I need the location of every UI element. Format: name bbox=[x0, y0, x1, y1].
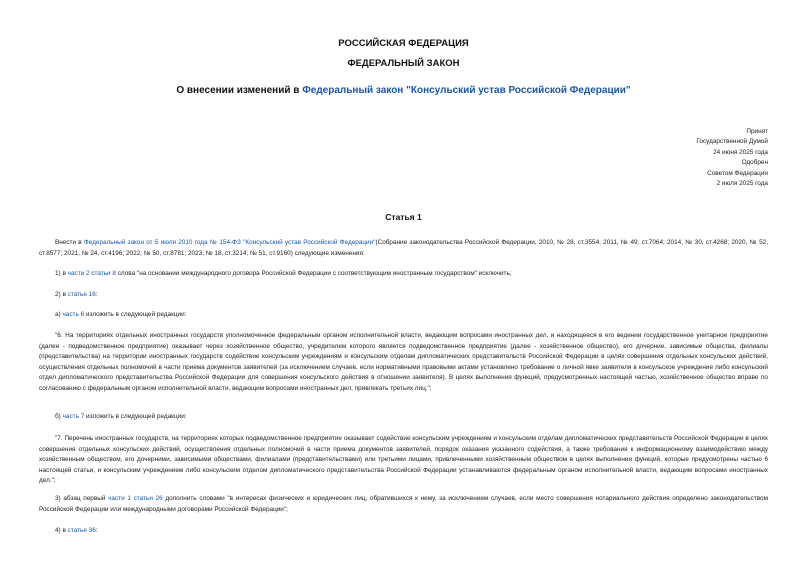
item-2 bbox=[39, 290, 768, 301]
item-2-text-b: : bbox=[95, 291, 98, 298]
item-2-text-a: 2) в bbox=[55, 291, 68, 298]
accepted-line-4: Одобрен bbox=[741, 159, 768, 167]
accepted-line-2: Государственной Думой bbox=[696, 138, 768, 146]
intro-text-c: (Собрание законодательства Российской Федерации, 2010, № 28, ст.3554; 2011, № 49, ст.7064; 2014, № 30, ст.4268; 2020, № 52, ст.8577; 2021, № 24, ст.4196; 2022, № 50, ст.8781; 2023, № 18, ст.3214; № 51, ст.9160) следующие изменения: bbox=[39, 239, 768, 257]
item-2a bbox=[39, 310, 768, 321]
part-7-link[interactable]: часть 7 bbox=[62, 413, 85, 420]
item-2a-text-a: а) bbox=[55, 311, 63, 318]
item-1 bbox=[39, 269, 768, 280]
item-2b-text-a: б) bbox=[55, 413, 63, 420]
item-4-text-a: 4) в bbox=[55, 527, 68, 534]
part-2-article-8-link[interactable]: части 2 статьи 8 bbox=[67, 270, 116, 277]
acceptance-block bbox=[696, 127, 768, 189]
item-1-text-a: 1) в bbox=[55, 270, 68, 277]
accepted-line-3: 24 июня 2025 года bbox=[713, 148, 768, 156]
item-1-text-b: слова "на основании международного договора Российской Федерации с соответствующим иностранным государством" исключить; bbox=[115, 270, 512, 277]
quote-part-7: "7. Перечень иностранных государств, на территориях которых подведомственное предприятие оказывает содействие консульским учреждениям и консульским отделам дипломатических представительств Российской Федерации в целях совершения отдельных консульских действий, осуществления отдельных полномочий в части приема документов заявителей, порядок оказания указанного содействия, а также требования к информационному взаимодействию между хозяйственным обществом, его дочерними, зависимыми обществами, филиалами (представительствами) или третьими лицами, привлеченными хозяйственным обществом в целях выполнения функций, которые предусмотрены частью 6 настоящей статьи, и консульским учреждением либо консульским отделом дипломатического представительства Российской Федерации устанавливаются федеральным органом исполнительной власти, ведающим вопросами иностранных дел."; bbox=[39, 435, 768, 485]
article-16-link[interactable]: статье 16 bbox=[67, 291, 96, 298]
header-law-type: ФЕДЕРАЛЬНЫЙ ЗАКОН bbox=[347, 58, 460, 69]
item-2a-text-b: изложить в следующей редакции: bbox=[84, 311, 187, 318]
item-4 bbox=[39, 526, 768, 537]
title-law-link[interactable]: Федеральный закон "Консульский устав Российской Федерации" bbox=[302, 85, 631, 96]
accepted-line-5: Советом Федерации bbox=[707, 169, 768, 177]
document-title bbox=[0, 85, 807, 96]
part-6-link[interactable]: часть 6 bbox=[62, 311, 85, 318]
item-3 bbox=[39, 494, 768, 515]
item-2b bbox=[39, 412, 768, 423]
article-36-link[interactable]: статье 36 bbox=[67, 527, 96, 534]
item-4-text-b: : bbox=[95, 527, 98, 534]
law-154-link[interactable]: Федеральный закон от 5 июля 2010 года № 154-ФЗ bbox=[83, 239, 241, 246]
item-3-text-b: дополнить словами "в интересах физических и юридических лиц, обратившихся к нему, за исключением случаев, если место совершения нотариального действия определено законодательством Российской Федерации или международными договорами Российской Федерации"; bbox=[39, 495, 769, 513]
part-1-article-26-link[interactable]: части 1 статьи 26 bbox=[108, 495, 163, 502]
header-country: РОССИЙСКАЯ ФЕДЕРАЦИЯ bbox=[338, 38, 469, 49]
item-2b-text-b: изложить в следующей редакции: bbox=[84, 413, 187, 420]
consular-charter-link[interactable]: "Консульский устав Российской Федерации" bbox=[243, 239, 376, 246]
quote-part-6: "6. На территориях отдельных иностранных государств уполномоченное федеральным органом исполнительной власти, ведающим вопросами иностранных дел, и находящееся в его ведении государственное унитарное предприятие (далее - подведомственное предприятие) оказывает через хозяйственное общество, учредителем которого является подведомственное предприятие (далее - хозяйственное общество), его дочерние, зависимые общества, филиалы (представительства) на территории иностранных государств содействие консульским учреждениям и консульским отделам дипломатических представительств Российской Федерации в целях совершения отдельных консульских действий, осуществления отдельных полномочий в части приема документов заявителей (за исключением случаев, если нормативными правовыми актами установлено требование о личной явке заявителя в консульское учреждение либо консульский отдел дипломатического представительства Российской Федерации для совершения консульского действия в отношении заявителя). В целях выполнения функций, предусмотренных настоящей частью, хозяйственное общество вправе по согласованию с федеральным органом исполнительной власти, ведающим вопросами иностранных дел, привлекать третьих лиц."; bbox=[39, 332, 768, 392]
article-heading: Статья 1 bbox=[385, 212, 422, 222]
title-prefix: О внесении изменений в bbox=[176, 85, 303, 96]
intro-text-a: Внести в bbox=[55, 239, 84, 246]
item-3-text-a: 3) абзац первый bbox=[55, 495, 109, 502]
intro-paragraph bbox=[39, 238, 768, 259]
accepted-line-1: Принят bbox=[746, 128, 768, 135]
accepted-line-6: 2 июля 2025 года bbox=[716, 180, 768, 188]
